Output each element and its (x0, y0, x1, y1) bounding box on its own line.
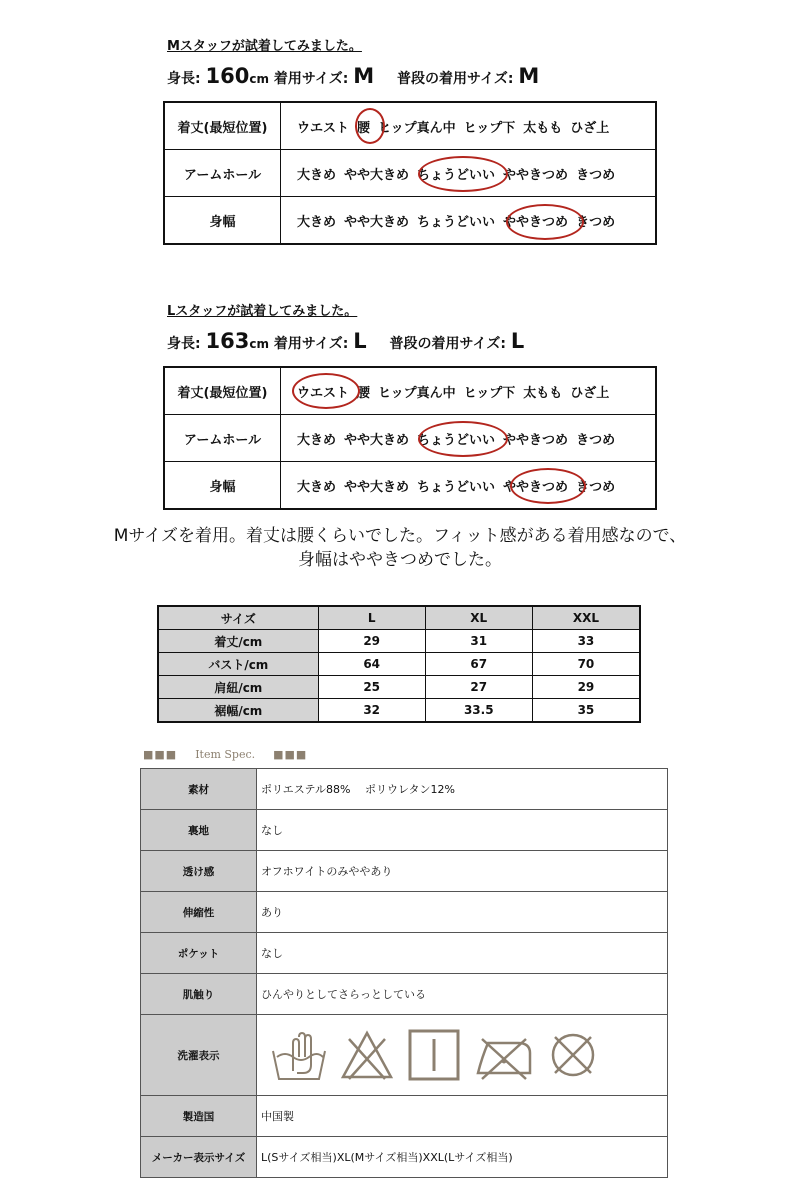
fit-option: ヒップ下 (463, 385, 516, 401)
usual-size-value: L (510, 329, 525, 353)
wear-size-label: 着用サイズ: (273, 336, 349, 352)
fit-options (281, 102, 657, 150)
size-table (157, 605, 641, 723)
fit-row-length (164, 102, 656, 150)
fit-option: ちょうどいい (417, 432, 496, 448)
fit-option: 大きめ (297, 479, 337, 495)
size-header-cell: L (318, 606, 425, 630)
spec-label: 製造国 (141, 1096, 257, 1137)
fit-option: ややきつめ (503, 214, 569, 230)
fit-option: ひざ上 (570, 385, 610, 401)
spec-label: 透け感 (141, 851, 257, 892)
fit-option: きつめ (576, 167, 616, 183)
fit-option: やや大きめ (344, 479, 410, 495)
table-row (141, 810, 668, 851)
fit-row-label: 身幅 (164, 462, 281, 510)
spec-value: なし (257, 810, 668, 851)
staff-m-info (167, 64, 539, 88)
spec-value: ポリエステル88% ポリウレタン12% (257, 769, 668, 810)
fit-option: ヒップ真ん中 (378, 120, 456, 136)
fit-row-armhole (164, 150, 656, 197)
item-spec-title: Item Spec. (195, 748, 256, 761)
table-row (158, 676, 640, 699)
size-cell: 67 (425, 653, 532, 676)
wear-size-value: L (353, 329, 367, 353)
fit-comment-line1: Mサイズを着用。着丈は腰くらいでした。フィット感がある着用感なので、 (113, 526, 687, 546)
usual-size-value: M (518, 64, 540, 88)
fit-option: ややきつめ (503, 432, 569, 448)
table-row (158, 630, 640, 653)
no-bleach-icon (339, 1027, 395, 1083)
size-cell: 70 (532, 653, 640, 676)
size-header-cell: XL (425, 606, 532, 630)
table-row (141, 892, 668, 933)
table-row (141, 1015, 668, 1096)
spec-label: 裏地 (141, 810, 257, 851)
item-spec-heading (143, 748, 307, 761)
fit-option: ちょうどいい (417, 167, 496, 183)
fit-option: 太もも (523, 120, 563, 136)
spec-label: 伸縮性 (141, 892, 257, 933)
size-cell: 33.5 (425, 699, 532, 723)
fit-row-label: アームホール (164, 150, 281, 197)
size-header-row (158, 606, 640, 630)
height-unit: cm (249, 337, 269, 351)
spec-value: オフホワイトのみややあり (257, 851, 668, 892)
fit-options (281, 462, 657, 510)
spec-label: ポケット (141, 933, 257, 974)
fit-option: ひざ上 (570, 120, 610, 136)
fit-option: やや大きめ (344, 214, 410, 230)
fit-options (281, 197, 657, 245)
fit-option: ウエスト (297, 385, 350, 401)
spec-value: 中国製 (257, 1096, 668, 1137)
heading-marks: ■■■ (273, 748, 308, 761)
staff-l-title: Lスタッフが試着してみました。 (167, 304, 358, 319)
fit-option: 太もも (523, 385, 563, 401)
staff-l-info (167, 329, 524, 353)
fit-row-width (164, 462, 656, 510)
fit-option: きつめ (576, 432, 616, 448)
table-row (141, 1096, 668, 1137)
fit-option: ややきつめ (503, 167, 569, 183)
fit-options (281, 150, 657, 197)
size-cell: 29 (318, 630, 425, 653)
table-row (141, 933, 668, 974)
fit-option: ちょうどいい (417, 479, 496, 495)
size-cell: 25 (318, 676, 425, 699)
line-dry-icon (406, 1027, 462, 1083)
size-cell: 33 (532, 630, 640, 653)
care-icons (257, 1015, 668, 1096)
fit-table-l (163, 366, 657, 510)
size-cell: 31 (425, 630, 532, 653)
no-dry-clean-icon (545, 1027, 601, 1083)
fit-table-m (163, 101, 657, 245)
table-row (158, 653, 640, 676)
size-cell: 29 (532, 676, 640, 699)
iron-low-no-steam-icon (474, 1027, 534, 1083)
fit-row-label: 着丈(最短位置) (164, 102, 281, 150)
table-row (141, 851, 668, 892)
fit-row-label: 着丈(最短位置) (164, 367, 281, 415)
fit-option: 大きめ (297, 214, 337, 230)
fit-option: ややきつめ (503, 479, 569, 495)
fit-option: 腰 (357, 120, 371, 136)
fit-option: 腰 (357, 385, 371, 401)
spec-table (140, 768, 668, 1178)
size-header-cell: XXL (532, 606, 640, 630)
size-row-label: 着丈/cm (158, 630, 318, 653)
fit-comment (0, 524, 800, 572)
wear-size-value: M (353, 64, 375, 88)
fit-row-label: アームホール (164, 415, 281, 462)
fit-option: ウエスト (297, 120, 350, 136)
fit-option: ちょうどいい (417, 214, 496, 230)
height-label: 身長: (167, 336, 201, 352)
fit-options (281, 415, 657, 462)
fit-comment-line2: 身幅はややきつめでした。 (298, 550, 502, 570)
fit-options (281, 367, 657, 415)
hand-wash-icon (271, 1027, 327, 1083)
size-cell: 27 (425, 676, 532, 699)
spec-label: 素材 (141, 769, 257, 810)
size-header-cell: サイズ (158, 606, 318, 630)
table-row (158, 699, 640, 723)
fit-row-label: 身幅 (164, 197, 281, 245)
usual-size-label: 普段の着用サイズ: (396, 71, 514, 87)
fit-row-width (164, 197, 656, 245)
fit-row-armhole (164, 415, 656, 462)
table-row (141, 769, 668, 810)
size-row-label: 裾幅/cm (158, 699, 318, 723)
fit-option: やや大きめ (344, 167, 410, 183)
size-cell: 32 (318, 699, 425, 723)
spec-value: あり (257, 892, 668, 933)
usual-size-label: 普段の着用サイズ: (389, 336, 506, 352)
wear-size-label: 着用サイズ: (273, 71, 349, 87)
size-cell: 35 (532, 699, 640, 723)
height-value: 160 (205, 64, 250, 88)
fit-option: ヒップ真ん中 (378, 385, 456, 401)
size-row-label: バスト/cm (158, 653, 318, 676)
size-cell: 64 (318, 653, 425, 676)
spec-label: 洗濯表示 (141, 1015, 257, 1096)
fit-option: 大きめ (297, 167, 337, 183)
spec-value: ひんやりとしてさらっとしている (257, 974, 668, 1015)
spec-value: なし (257, 933, 668, 974)
height-value: 163 (205, 329, 250, 353)
fit-row-length (164, 367, 656, 415)
fit-option: きつめ (576, 479, 616, 495)
height-label: 身長: (167, 71, 201, 87)
size-row-label: 肩紐/cm (158, 676, 318, 699)
fit-option: 大きめ (297, 432, 337, 448)
staff-m-title: Mスタッフが試着してみました。 (167, 39, 362, 54)
table-row (141, 974, 668, 1015)
spec-label: メーカー表示サイズ (141, 1137, 257, 1178)
table-row (141, 1137, 668, 1178)
fit-option: きつめ (576, 214, 616, 230)
spec-value: L(Sサイズ相当)XL(Mサイズ相当)XXL(Lサイズ相当) (257, 1137, 668, 1178)
heading-marks: ■■■ (143, 748, 178, 761)
fit-option: やや大きめ (344, 432, 410, 448)
fit-option: ヒップ下 (463, 120, 516, 136)
spec-label: 肌触り (141, 974, 257, 1015)
height-unit: cm (249, 72, 269, 86)
